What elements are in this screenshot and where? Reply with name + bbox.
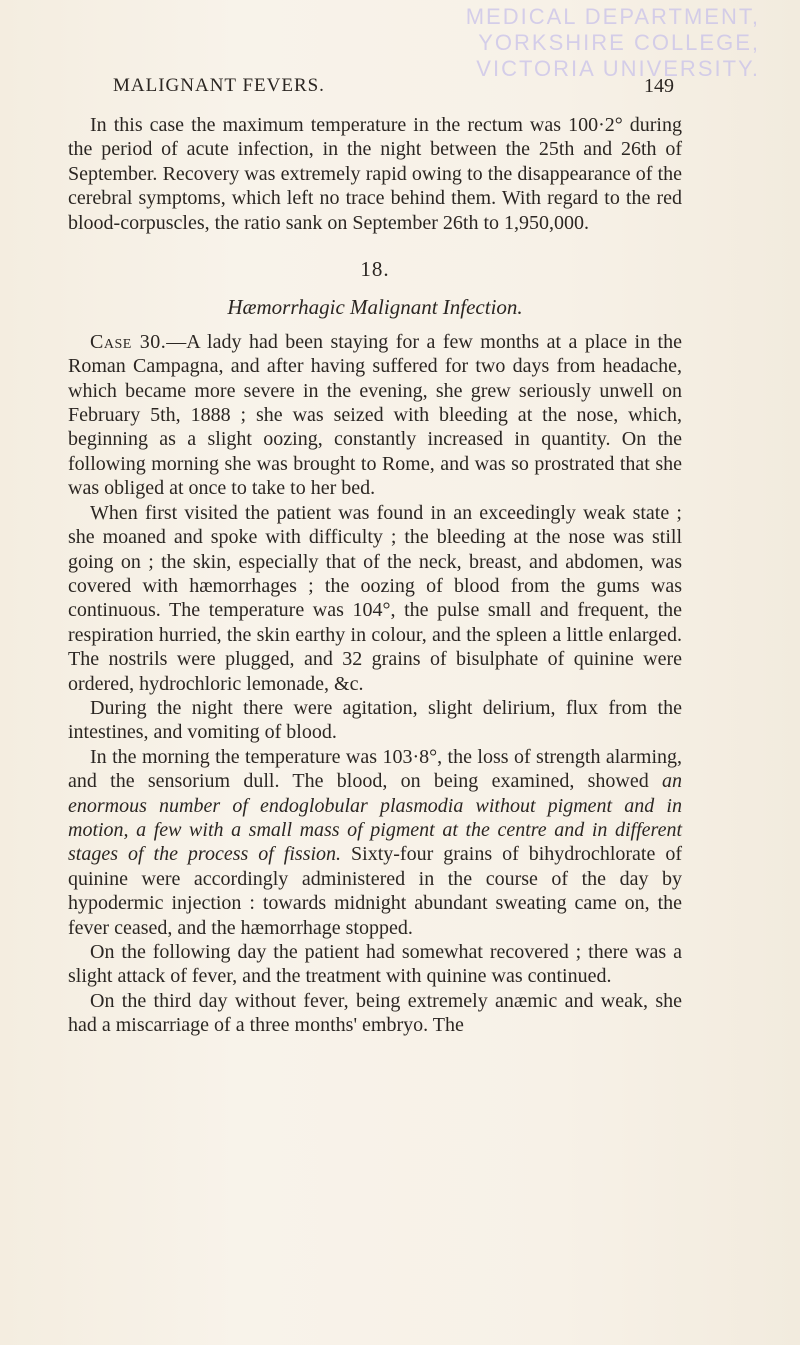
running-title: MALIGNANT FEVERS. (113, 75, 325, 96)
paragraph-morning (68, 745, 682, 940)
stamp-line-1: MEDICAL DEPARTMENT, (465, 4, 760, 29)
stamp-line-3: VICTORIA UNIVERSITY. (476, 56, 760, 81)
paragraph-intro: In this case the maximum temperature in the rectum was 100·2° during the period of acute infection, in the night between the 25th and 26th of September. Recovery was extremely rapid owing to the disappearance of the cerebral symptoms, which left no trace behind them. With regard to the red blood-corpuscles, the ratio sank on September 26th to 1,950,000. (68, 114, 682, 234)
paragraph-first-visit: When first visited the patient was found in an exceedingly weak state ; she moaned and spoke with difficulty ; the bleeding at the nose was still going on ; the skin, especially that of the neck, breast, and abdomen, was covered with hæmorrhages ; the oozing of blood from the gums was continuous. The temperature was 104°, the pulse small and frequent, the respiration hurried, the skin earthy in colour, and the spleen a little enlarged. The nostrils were plugged, and 32 grains of bisulphate of quinine were ordered, hydrochloric lemonade, &c. (68, 501, 682, 695)
paragraph-case (68, 330, 682, 501)
stamp-line-2: YORKSHIRE COLLEGE, (478, 30, 760, 55)
case-label: Case 30. (90, 330, 167, 353)
page-header (0, 75, 800, 105)
paragraph-following-day: On the following day the patient had somewhat recovered ; there was a slight attack of fever, and the treatment with quinine was continued. (68, 941, 682, 988)
paragraph-night: During the night there were agitation, slight delirium, flux from the intestines, and vomiting of blood. (68, 696, 682, 744)
morning-text-start: In the morning the temperature was 103·8°, the loss of strength alarming, and the sensorium dull. The blood, on being examined, showed (68, 745, 682, 793)
page-number: 149 (644, 75, 674, 97)
paragraph-third-day: On the third day without fever, being extremely anæmic and weak, she had a miscarriage of a three months' embryo. The (68, 989, 682, 1037)
library-stamp (310, 4, 760, 82)
morning-text-end: Sixty-four grains of bihydrochlorate of quinine were accordingly administered in the course of the day by hypodermic injection : towards midnight abundant sweating came on, the fever ceased, and the hæmorrhage stopped. (68, 843, 682, 939)
section-number: 18. (360, 257, 390, 282)
morning-text-italic: an enormous number of endoglobular plasmodia without pigment and in motion, a few with a small mass of pigment at the centre and in different stages of the process of fission. (68, 770, 682, 866)
body-text (68, 113, 682, 1038)
section-title: Hæmorrhagic Malignant Infection. (227, 295, 523, 320)
case-text: —A lady had been staying for a few months at a place in the Roman Campagna, and after having suffered for two days from headache, which became more severe in the evening, she grew seriously unwell on February 5th, 1888 ; she was seized with bleeding at the nose, which, beginning as a slight oozing, constantly increased in quantity. On the following morning she was brought to Rome, and was so prostrated that she was obliged at once to take to her bed. (68, 330, 682, 500)
